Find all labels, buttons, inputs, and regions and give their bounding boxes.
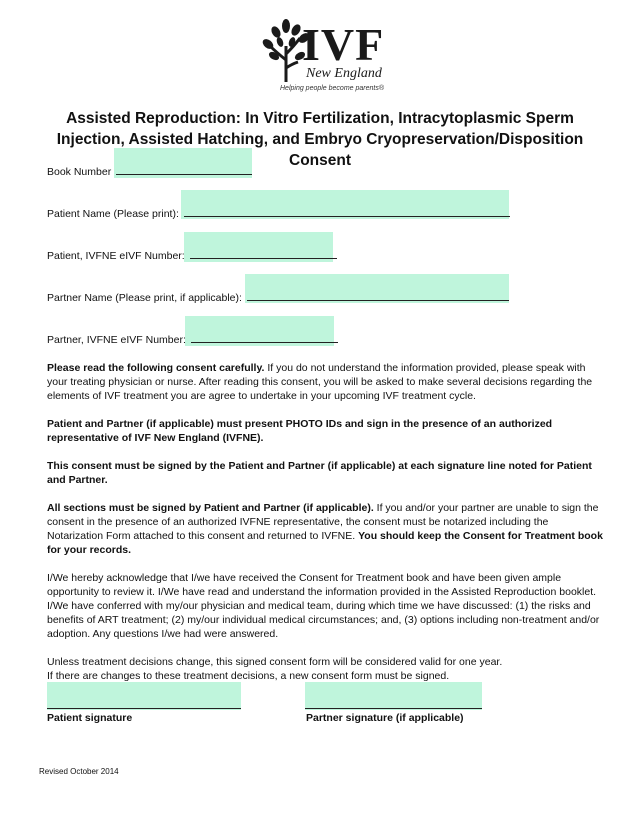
patient-signature-input[interactable] bbox=[47, 682, 241, 710]
intro-bold: Please read the following consent carefully. bbox=[47, 362, 265, 374]
ivf-new-england-logo bbox=[262, 16, 402, 96]
patient-name-label: Patient Name (Please print): bbox=[47, 208, 179, 220]
book-number-label: Book Number bbox=[47, 166, 112, 178]
patient-number-row bbox=[47, 248, 337, 262]
validity-paragraph bbox=[47, 655, 603, 683]
signature-requirement-paragraph bbox=[47, 459, 603, 487]
patient-number-label: Patient, IVFNE eIVF Number: bbox=[47, 250, 185, 262]
partner-name-label: Partner Name (Please print, if applicable): bbox=[47, 292, 242, 304]
patient-name-row bbox=[47, 206, 510, 220]
partner-number-label: Partner, IVFNE eIVF Number: bbox=[47, 334, 186, 346]
sections-bold: All sections must be signed by Patient and Partner (if applicable). bbox=[47, 502, 374, 514]
acknowledgement-paragraph bbox=[47, 571, 603, 641]
consent-intro-paragraph bbox=[47, 361, 603, 403]
revision-date: Revised October 2014 bbox=[39, 767, 119, 776]
keep-book-bold: You should keep the Consent for Treatment book for your records. bbox=[47, 530, 603, 556]
partner-number-row bbox=[47, 332, 338, 346]
photo-id-paragraph bbox=[47, 417, 603, 445]
patient-signature-label: Patient signature bbox=[47, 712, 133, 724]
partner-name-row bbox=[47, 290, 509, 304]
partner-number-line bbox=[191, 332, 338, 343]
validity-line-2: If there are changes to these treatment decisions, a new consent form must be signed. bbox=[47, 670, 450, 682]
partner-signature-label: Partner signature (if applicable) bbox=[306, 712, 464, 724]
photo-id-bold: Patient and Partner (if applicable) must present PHOTO IDs and sign in the presence of an authorized representative of IVF New England (IVFNE). bbox=[47, 418, 553, 444]
logo-subbrand: New England bbox=[306, 66, 382, 81]
book-number-line bbox=[116, 164, 252, 175]
patient-name-line bbox=[184, 206, 510, 217]
intro-text: If you do not understand the information provided, please speak with your treating physician or nurse. After reading this consent, you will be asked to make several decisions regarding the elements of IVF treatment you are agree to undertake in your upcoming IVF treatment cycle. bbox=[47, 362, 593, 402]
signature-req-bold: This consent must be signed by the Patient and Partner (if applicable) at each signature line noted for Patient and Partner. bbox=[47, 460, 592, 486]
logo-tagline: Helping people become parents® bbox=[280, 85, 385, 92]
patient-signature-line bbox=[47, 708, 241, 709]
page-title: Assisted Reproduction: In Vitro Fertilization, Intracytoplasmic Sperm Injection, Assisted Hatching, and Embryo Cryopreservation/Disposition Consent bbox=[56, 110, 584, 169]
sections-text: If you and/or your partner are unable to sign the consent in the presence of an authorized IVFNE representative, the consent must be notarized including the Notarization Form attached to this consent and returned to IVFNE. bbox=[47, 502, 599, 542]
partner-name-line bbox=[247, 290, 509, 301]
book-number-row bbox=[47, 164, 252, 178]
logo-brand: IVF bbox=[302, 19, 385, 70]
patient-number-line bbox=[190, 248, 337, 259]
sections-signed-paragraph bbox=[47, 501, 603, 557]
partner-signature-line bbox=[305, 708, 482, 709]
acknowledgement-text: I/We hereby acknowledge that I/we have received the Consent for Treatment book and have been given ample opportunity to review it. I/We have read and understand the information provided in the Assisted Reproduction booklet. I/We have conferred with my/our physician and medical team, during which time we have discussed: (1) the risks and benefits of ART treatment; (2) my/our individual medical circumstances; and, (3) options including non-treatment and/or adoption. Any questions I/we had were answered. bbox=[47, 572, 600, 640]
validity-line-1: Unless treatment decisions change, this signed consent form will be considered valid for one year. bbox=[47, 656, 503, 668]
partner-signature-input[interactable] bbox=[305, 682, 482, 710]
